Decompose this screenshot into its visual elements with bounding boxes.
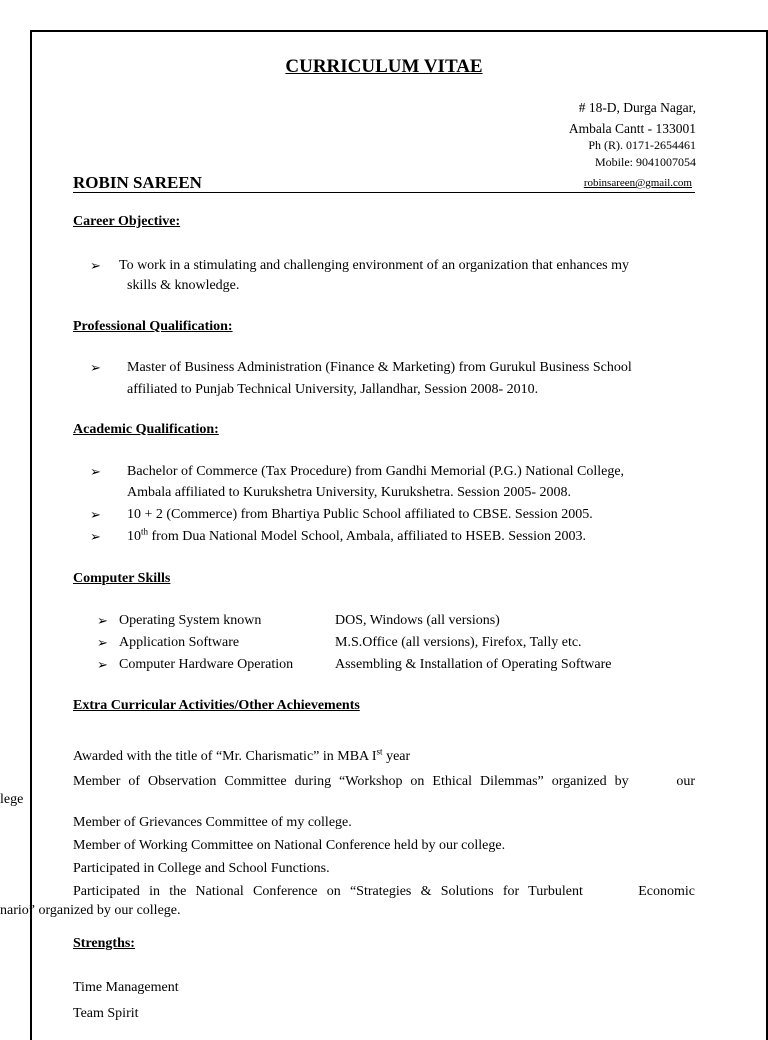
skill-label-2: Application Software <box>119 635 240 650</box>
document-title: CURRICULUM VITAE <box>285 56 483 77</box>
extra-curricular-heading: Extra Curricular Activities/Other Achievements <box>73 698 360 713</box>
academic-item-3 <box>127 526 586 544</box>
achievement-4: Member of Working Committee on National Conference held by our college. <box>73 838 506 853</box>
strengths-heading: Strengths: <box>73 936 135 951</box>
skill-label-3: Computer Hardware Operation <box>119 657 294 672</box>
achievement-2-line-1 <box>73 775 695 789</box>
strength-item-1: Time Management <box>73 980 179 995</box>
academic-heading: Academic Qualification: <box>73 422 219 437</box>
skill-value-3: Assembling & Installation of Operating Software <box>335 657 612 672</box>
achievement-6-line-1-text: Participated in the National Conference on “Strategies & Solutions for Turbulent Economic <box>73 884 695 899</box>
career-line-2: skills & knowledge. <box>127 278 240 293</box>
skill-value-2: M.S.Office (all versions), Firefox, Tally etc. <box>335 635 582 650</box>
achievement-1-pre: Awarded with the title of “Mr. Charismatic” in MBA I <box>73 749 377 764</box>
achievement-1-sup: st <box>376 746 383 757</box>
academic-item-2: 10 + 2 (Commerce) from Bhartiya Public School affiliated to CBSE. Session 2005. <box>127 507 593 522</box>
achievement-5: Participated in College and School Functions. <box>73 861 330 876</box>
academic-item-3-post: from Dua National Model School, Ambala, affiliated to HSEB. Session 2003. <box>148 529 586 544</box>
bullet-arrow-icon: ➢ <box>97 635 108 650</box>
academic-item-1-line-2: Ambala affiliated to Kurukshetra University, Kurukshetra. Session 2005- 2008. <box>127 485 572 500</box>
career-objective-heading: Career Objective: <box>73 214 181 229</box>
bullet-arrow-icon: ➢ <box>90 258 101 273</box>
achievement-1 <box>73 746 411 764</box>
career-line-1: To work in a stimulating and challenging environment of an organization that enhances my <box>119 258 630 273</box>
computer-skills-heading: Computer Skills <box>73 571 171 586</box>
bullet-arrow-icon: ➢ <box>90 529 101 544</box>
academic-item-3-sup: th <box>141 526 149 537</box>
academic-item-1-line-1: Bachelor of Commerce (Tax Procedure) from Gandhi Memorial (P.G.) National College, <box>127 464 625 479</box>
professional-line-1: Master of Business Administration (Finance & Marketing) from Gurukul Business School <box>127 360 632 375</box>
professional-heading: Professional Qualification: <box>73 319 233 334</box>
phone: Ph (R). 0171-2654461 <box>588 138 696 152</box>
achievement-2-line-1-text: Member of Observation Committee during “Workshop on Ethical Dilemmas” organized by our <box>73 774 695 789</box>
address-line-2: Ambala Cantt - 133001 <box>568 121 696 136</box>
bullet-arrow-icon: ➢ <box>90 360 101 375</box>
achievement-1-post: year <box>382 749 411 764</box>
achievement-6-line-2: nario” organized by our college. <box>0 903 181 918</box>
address-line-1: # 18-D, Durga Nagar, <box>578 100 696 115</box>
professional-line-2: affiliated to Punjab Technical University, Jallandhar, Session 2008- 2010. <box>127 382 539 397</box>
skill-value-1: DOS, Windows (all versions) <box>335 613 500 628</box>
bullet-arrow-icon: ➢ <box>90 464 101 479</box>
skill-label-1: Operating System known <box>119 613 262 628</box>
bullet-arrow-icon: ➢ <box>97 613 108 628</box>
achievement-3: Member of Grievances Committee of my college. <box>73 815 352 830</box>
achievement-6-line-1 <box>73 885 695 899</box>
academic-item-3-pre: 10 <box>127 529 141 544</box>
achievement-2-line-2: lege <box>0 792 24 807</box>
bullet-arrow-icon: ➢ <box>90 507 101 522</box>
bullet-arrow-icon: ➢ <box>97 657 108 672</box>
strength-item-2: Team Spirit <box>73 1006 139 1021</box>
candidate-name-text: ROBIN SAREEN <box>73 173 202 192</box>
mobile: Mobile: 9041007054 <box>595 155 696 169</box>
email-link[interactable]: robinsareen@gmail.com <box>583 177 692 189</box>
